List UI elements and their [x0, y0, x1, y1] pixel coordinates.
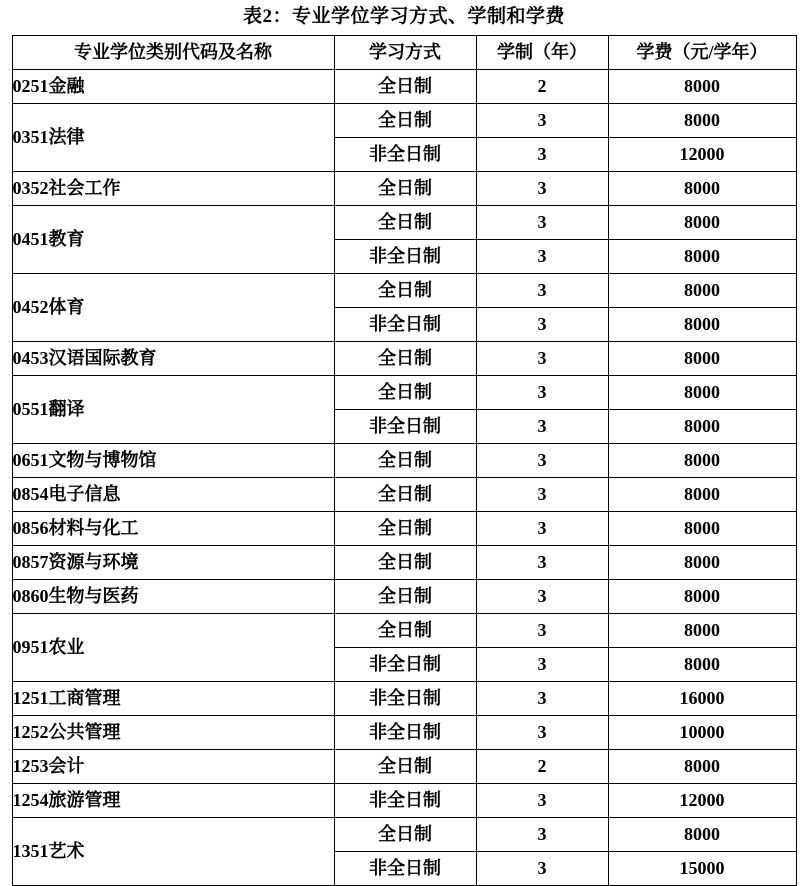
tuition-cell: 8000	[608, 614, 796, 648]
program-name-cell: 0452体育	[12, 274, 334, 342]
duration-cell: 3	[476, 478, 608, 512]
tuition-cell: 8000	[608, 478, 796, 512]
study-mode-cell: 全日制	[334, 206, 476, 240]
column-header-study-mode: 学习方式	[334, 36, 476, 70]
duration-cell: 3	[476, 818, 608, 852]
study-mode-cell: 非全日制	[334, 784, 476, 818]
tuition-cell: 8000	[608, 512, 796, 546]
study-mode-cell: 非全日制	[334, 682, 476, 716]
duration-cell: 3	[476, 614, 608, 648]
table-row	[12, 70, 796, 104]
program-name-cell: 1253会计	[12, 750, 334, 784]
tuition-cell: 12000	[608, 138, 796, 172]
tuition-cell: 12000	[608, 784, 796, 818]
study-mode-cell: 全日制	[334, 546, 476, 580]
study-mode-cell: 全日制	[334, 444, 476, 478]
table-row	[12, 444, 796, 478]
duration-cell: 3	[476, 274, 608, 308]
tuition-cell: 8000	[608, 546, 796, 580]
study-mode-cell: 非全日制	[334, 240, 476, 274]
study-mode-cell: 全日制	[334, 274, 476, 308]
study-mode-cell: 全日制	[334, 818, 476, 852]
study-mode-cell: 非全日制	[334, 648, 476, 682]
program-name-cell: 0854电子信息	[12, 478, 334, 512]
table-row	[12, 682, 796, 716]
column-header-program: 专业学位类别代码及名称	[12, 36, 334, 70]
duration-cell: 3	[476, 410, 608, 444]
tuition-cell: 8000	[608, 70, 796, 104]
study-mode-cell: 非全日制	[334, 852, 476, 886]
table-row	[12, 716, 796, 750]
program-name-cell: 0352社会工作	[12, 172, 334, 206]
tuition-cell: 8000	[608, 104, 796, 138]
table-row	[12, 818, 796, 852]
duration-cell: 3	[476, 240, 608, 274]
study-mode-cell: 非全日制	[334, 138, 476, 172]
program-name-cell: 0251金融	[12, 70, 334, 104]
tuition-cell: 8000	[608, 342, 796, 376]
duration-cell: 2	[476, 70, 608, 104]
table-row	[12, 376, 796, 410]
duration-cell: 3	[476, 512, 608, 546]
table-row	[12, 274, 796, 308]
table-row	[12, 784, 796, 818]
table-row	[12, 580, 796, 614]
study-mode-cell: 全日制	[334, 750, 476, 784]
duration-cell: 3	[476, 104, 608, 138]
tuition-cell: 15000	[608, 852, 796, 886]
program-name-cell: 1351艺术	[12, 818, 334, 886]
duration-cell: 3	[476, 852, 608, 886]
tuition-cell: 8000	[608, 444, 796, 478]
table-row	[12, 614, 796, 648]
duration-cell: 3	[476, 444, 608, 478]
tuition-cell: 8000	[608, 172, 796, 206]
column-header-duration: 学制（年）	[476, 36, 608, 70]
degree-fee-table	[12, 35, 797, 886]
tuition-cell: 8000	[608, 648, 796, 682]
study-mode-cell: 非全日制	[334, 410, 476, 444]
tuition-cell: 8000	[608, 274, 796, 308]
tuition-cell: 8000	[608, 206, 796, 240]
study-mode-cell: 非全日制	[334, 308, 476, 342]
tuition-cell: 8000	[608, 376, 796, 410]
tuition-cell: 8000	[608, 410, 796, 444]
program-name-cell: 1252公共管理	[12, 716, 334, 750]
study-mode-cell: 全日制	[334, 172, 476, 206]
study-mode-cell: 全日制	[334, 104, 476, 138]
tuition-cell: 8000	[608, 750, 796, 784]
tuition-cell: 8000	[608, 580, 796, 614]
table-row	[12, 206, 796, 240]
table-header-row	[12, 36, 796, 70]
table-caption: 表2：专业学位学习方式、学制和学费	[242, 6, 565, 27]
duration-cell: 3	[476, 138, 608, 172]
tuition-cell: 8000	[608, 308, 796, 342]
program-name-cell: 0856材料与化工	[12, 512, 334, 546]
study-mode-cell: 全日制	[334, 342, 476, 376]
study-mode-cell: 全日制	[334, 580, 476, 614]
table-row	[12, 512, 796, 546]
program-name-cell: 0651文物与博物馆	[12, 444, 334, 478]
study-mode-cell: 非全日制	[334, 716, 476, 750]
tuition-cell: 10000	[608, 716, 796, 750]
study-mode-cell: 全日制	[334, 70, 476, 104]
study-mode-cell: 全日制	[334, 376, 476, 410]
duration-cell: 3	[476, 580, 608, 614]
table-body	[12, 70, 796, 886]
duration-cell: 3	[476, 376, 608, 410]
study-mode-cell: 全日制	[334, 478, 476, 512]
duration-cell: 3	[476, 342, 608, 376]
program-name-cell: 0351法律	[12, 104, 334, 172]
table-row	[12, 172, 796, 206]
table-row	[12, 342, 796, 376]
duration-cell: 3	[476, 648, 608, 682]
tuition-cell: 8000	[608, 240, 796, 274]
program-name-cell: 0551翻译	[12, 376, 334, 444]
duration-cell: 3	[476, 172, 608, 206]
duration-cell: 3	[476, 308, 608, 342]
duration-cell: 3	[476, 682, 608, 716]
tuition-cell: 8000	[608, 818, 796, 852]
table-row	[12, 546, 796, 580]
program-name-cell: 0453汉语国际教育	[12, 342, 334, 376]
tuition-cell: 16000	[608, 682, 796, 716]
duration-cell: 3	[476, 206, 608, 240]
duration-cell: 3	[476, 716, 608, 750]
study-mode-cell: 全日制	[334, 614, 476, 648]
program-name-cell: 1251工商管理	[12, 682, 334, 716]
program-name-cell: 0860生物与医药	[12, 580, 334, 614]
table-row	[12, 750, 796, 784]
study-mode-cell: 全日制	[334, 512, 476, 546]
program-name-cell: 0951农业	[12, 614, 334, 682]
table-row	[12, 104, 796, 138]
duration-cell: 3	[476, 784, 608, 818]
column-header-tuition: 学费（元/学年）	[608, 36, 796, 70]
program-name-cell: 0451教育	[12, 206, 334, 274]
table-row	[12, 478, 796, 512]
program-name-cell: 1254旅游管理	[12, 784, 334, 818]
duration-cell: 3	[476, 546, 608, 580]
program-name-cell: 0857资源与环境	[12, 546, 334, 580]
duration-cell: 2	[476, 750, 608, 784]
